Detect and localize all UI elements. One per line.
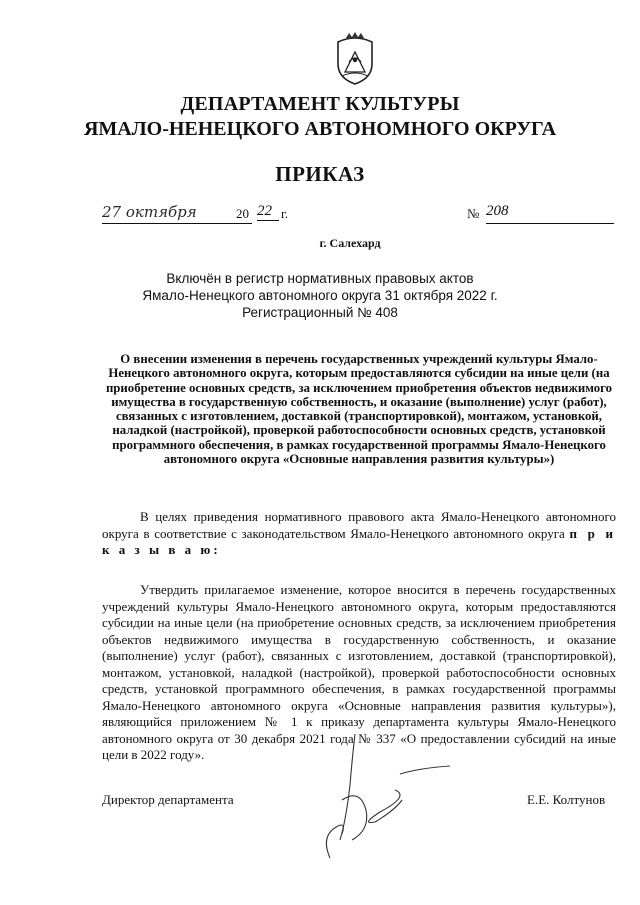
signer-title: Директор департамента — [102, 792, 234, 807]
number-label: № — [467, 206, 480, 221]
document-type-title: ПРИКАЗ — [275, 162, 365, 186]
body-text: Утвердить прилагаемое изменение, которое вносится в перечень государственных учреждений культуры Ямало-Ненецкого автономного округа, которым предоставляются субсидии на иные цели (на приобретение основных средств, за исключением приобретения объектов недвижимого имущества в государственную собственность, и оказание (выполнение) услуг (работ), связанных с изготовлением, доставкой (транспортировкой), монтажом, установкой, наладкой (настройкой), проверкой работоспособности основных средств, установкой программного обеспечения, в рамках государственной программы Ямало-Ненецкого автономного округа «Основные направления развития культуры»), являющийся приложением № 1 к приказу департамента культуры Ямало-Ненецкого автономного округа от 30 декабря 2021 года № 337 «О предоставлении субсидий на иные цели в 2022 году». — [102, 582, 616, 762]
order-word: п р и к а з ы в а ю: — [102, 525, 616, 557]
handwritten-order-number: 208 — [486, 203, 614, 224]
handwritten-signature — [300, 730, 460, 870]
handwritten-year: 22 — [257, 203, 279, 221]
handwritten-date: 27 октября — [102, 203, 252, 224]
date-number-row — [102, 203, 622, 227]
preamble-text: В целях приведения нормативного правового акта Ямало-Ненецкого автономного округа в соответствие с законодательством Ямало-Ненецкого автономного округа — [102, 509, 616, 541]
registry-line3: Регистрационный № 408 — [242, 305, 398, 320]
department-name-line2: ЯМАЛО-НЕНЕЦКОГО АВТОНОМНОГО ОКРУГА — [83, 118, 557, 140]
year-suffix: г. — [281, 206, 289, 221]
registry-line2: Ямало-Ненецкого автономного округа 31 октября 2022 г. — [142, 288, 498, 303]
order-subject: О внесении изменения в перечень государственных учреждений культуры Ямало-Ненецкого автономного округа, которым предоставляются субсидии на иные цели (на приобретение основных средств, за исключением приобретения объектов недвижимого имущества в государственную собственность, и оказание (выполнение) услуг (работ), связанных с изготовлением, доставкой (транспортировкой), монтажом, установкой, наладкой (настройкой), проверкой работоспособности основных средств, установкой программного обеспечения, в рамках государственной программы Ямало-Ненецкого автономного округа «Основные направления развития культуры») — [105, 352, 613, 467]
preamble-paragraph — [102, 509, 616, 559]
department-name-line1: ДЕПАРТАМЕНТ КУЛЬТУРЫ — [180, 93, 460, 115]
registry-line1: Включён в регистр нормативных правовых актов — [166, 271, 474, 286]
coat-of-arms-emblem — [332, 32, 378, 86]
registry-note — [0, 270, 640, 321]
city-label: г. Салехард — [319, 236, 381, 250]
year-prefix: 20 — [236, 206, 249, 221]
signer-name: Е.Е. Колтунов — [527, 792, 606, 807]
